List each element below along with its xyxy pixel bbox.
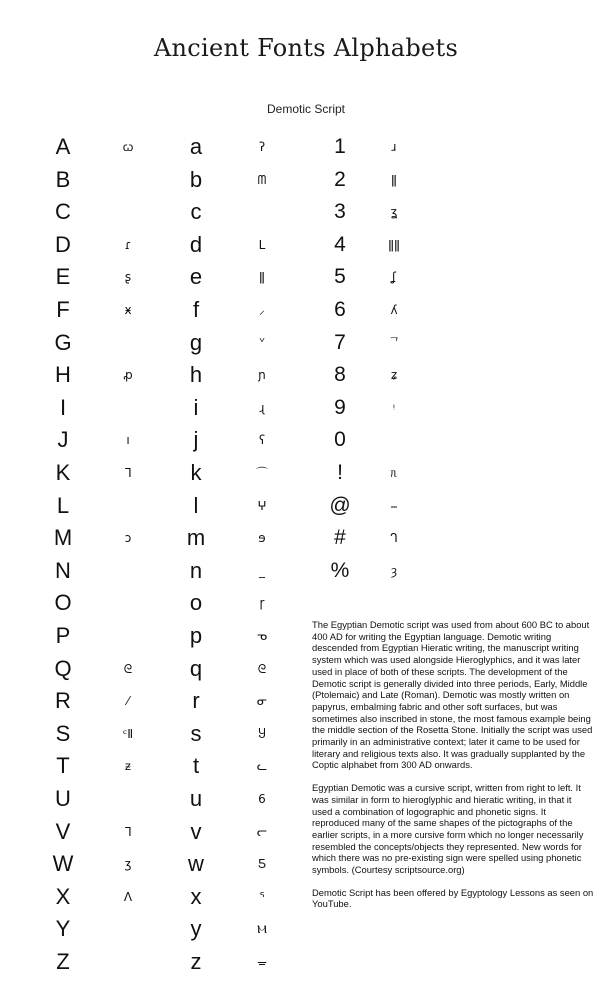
numeral-demotic-glyph-3: ǁǁ <box>388 237 400 252</box>
numeral-char-3: 4 <box>334 232 346 256</box>
lowercase-demotic-glyph-10: ⌒ <box>255 466 268 480</box>
numeral-char-4: 5 <box>334 265 346 289</box>
uppercase-char-16: Q <box>54 655 72 681</box>
numeral-demotic-glyph-0: ɹ <box>391 140 397 154</box>
lowercase-demotic-glyph-9: ʕ <box>258 433 266 448</box>
numeral-char-0: 1 <box>334 135 346 158</box>
uppercase-demotic-glyph-18: ᶜⅡ <box>122 726 134 741</box>
uppercase-char-14: O <box>54 590 72 616</box>
numeral-demotic-glyph-7: ʑ <box>390 368 398 383</box>
numeral-demotic-glyph-13: ȝ <box>390 563 398 578</box>
lowercase-char-3: d <box>189 231 203 257</box>
lowercase-demotic-glyph-5: ⸝ <box>258 303 265 317</box>
numeral-demotic-glyph-4: ʆ <box>391 270 397 285</box>
numeral-demotic-glyph-10: ᥰ <box>390 466 398 480</box>
lowercase-char-4: e <box>189 264 203 290</box>
uppercase-char-19: T <box>56 753 70 779</box>
uppercase-demotic-glyph-21: ᒣ <box>124 824 132 839</box>
description-paragraph-3: Demotic Script has been offered by Egyptology Lessons as seen on YouTube. <box>312 886 594 910</box>
lowercase-demotic-glyph-23: ᕐ <box>259 889 265 904</box>
numeral-char-9: 0 <box>334 428 346 452</box>
lowercase-demotic-glyph-12: ɘ <box>258 531 266 546</box>
lowercase-char-19: t <box>192 753 200 779</box>
uppercase-char-3: D <box>55 231 71 257</box>
lowercase-demotic-glyph-0: ʔ <box>258 140 266 154</box>
uppercase-demotic-glyph-16: ᘓ <box>123 661 133 676</box>
uppercase-demotic-glyph-9: ı <box>126 433 130 448</box>
lowercase-demotic-glyph-8: ɻ <box>259 400 265 415</box>
lowercase-char-18: s <box>190 720 202 746</box>
lowercase-char-24: y <box>190 916 202 942</box>
lowercase-demotic-glyph-16: ᘓ <box>257 661 267 676</box>
uppercase-demotic-glyph-4: ʂ <box>124 270 132 285</box>
uppercase-char-20: U <box>55 786 71 811</box>
lowercase-demotic-glyph-17: ᓂ <box>256 694 268 709</box>
uppercase-char-7: H <box>55 362 71 388</box>
lowercase-demotic-glyph-3: ᒪ <box>258 237 266 252</box>
lowercase-char-10: k <box>190 460 202 485</box>
uppercase-char-4: E <box>55 264 71 290</box>
uppercase-char-13: N <box>55 557 71 583</box>
numeral-demotic-glyph-1: ǁ <box>391 172 397 187</box>
lowercase-char-6: g <box>189 329 203 355</box>
uppercase-char-24: Y <box>55 916 71 942</box>
lowercase-demotic-glyph-11: ⵖ <box>257 498 267 513</box>
uppercase-char-8: I <box>59 394 67 420</box>
uppercase-demotic-glyph-10: ᒣ <box>124 466 132 480</box>
numeral-demotic-glyph-5: ʎ <box>390 303 398 317</box>
lowercase-char-7: h <box>189 362 203 388</box>
uppercase-char-23: X <box>55 883 71 909</box>
uppercase-char-9: J <box>57 427 69 453</box>
uppercase-char-6: G <box>54 329 72 355</box>
numeral-char-7: 8 <box>334 363 346 387</box>
numeral-demotic-glyph-2: ʓ <box>390 205 398 220</box>
numeral-char-6: 7 <box>334 330 346 354</box>
uppercase-demotic-glyph-5: ӿ <box>124 303 132 317</box>
uppercase-demotic-glyph-23: ᐱ <box>123 889 133 904</box>
uppercase-char-10: K <box>55 460 71 485</box>
uppercase-char-15: P <box>55 623 71 648</box>
lowercase-demotic-glyph-15: ᓀ <box>256 629 268 643</box>
lowercase-demotic-glyph-25: ᚚ <box>257 955 267 969</box>
lowercase-demotic-glyph-14: ɼ <box>259 596 265 611</box>
lowercase-demotic-glyph-22: Ƽ <box>258 857 266 872</box>
uppercase-char-12: M <box>53 525 73 551</box>
numeral-char-8: 9 <box>334 395 346 419</box>
lowercase-demotic-glyph-7: ɲ <box>258 368 266 383</box>
lowercase-demotic-glyph-6: ᘁ <box>258 335 266 350</box>
uppercase-char-17: R <box>55 688 71 714</box>
lowercase-char-14: o <box>189 590 203 616</box>
lowercase-char-9: j <box>193 427 199 453</box>
lowercase-demotic-glyph-20: 6 <box>258 792 266 806</box>
lowercase-demotic-glyph-19: ᓚ <box>256 759 268 774</box>
lowercase-char-1: b <box>189 166 203 192</box>
numeral-char-2: 3 <box>334 200 346 224</box>
uppercase-demotic-glyph-0: ꞷ <box>122 140 134 154</box>
lowercase-char-2: c <box>190 199 202 225</box>
uppercase-demotic-glyph-17: ⁄ <box>126 694 129 709</box>
numeral-char-13: % <box>330 558 350 582</box>
lowercase-char-22: w <box>188 851 204 877</box>
lowercase-demotic-glyph-1: ᗰ <box>257 172 267 187</box>
lowercase-char-25: z <box>190 949 202 974</box>
page-title: Ancient Fonts Alphabets <box>153 34 459 62</box>
numeral-demotic-glyph-11: ⎯ <box>390 498 397 513</box>
lowercase-char-12: m <box>186 525 206 551</box>
uppercase-char-25: Z <box>56 949 70 974</box>
numeral-char-1: 2 <box>334 167 346 191</box>
lowercase-char-15: p <box>189 623 203 648</box>
uppercase-char-21: V <box>55 818 71 844</box>
lowercase-demotic-glyph-13: _ <box>259 563 265 578</box>
numeral-char-11: @ <box>329 493 351 517</box>
uppercase-char-1: B <box>55 166 71 192</box>
lowercase-char-17: r <box>192 688 200 714</box>
numeral-char-5: 6 <box>334 298 346 321</box>
uppercase-char-2: C <box>55 199 71 225</box>
lowercase-char-8: i <box>193 394 199 420</box>
uppercase-demotic-glyph-19: ᵶ <box>125 759 131 774</box>
lowercase-char-23: x <box>190 883 202 909</box>
lowercase-demotic-glyph-24: Ⲙ <box>257 922 267 937</box>
uppercase-char-0: A <box>55 134 71 159</box>
subtitle: Demotic Script <box>266 102 346 116</box>
uppercase-demotic-glyph-3: ɾ <box>124 237 132 252</box>
description-paragraph-2: Egyptian Demotic was a cursive script, written from right to left. It was similar in form to hieroglyphic and hieratic writing, in that it used a combination of logographic and phonetic signs. It reproduced many of the same shapes of the pictographs of the earlier scripts, in a more cursive form which no longer necessarily resembled the concepts/objects they represented. New words for which there was no pre-existing sign were spelled using phonetic symbols. (Courtesy scriptsource.org) <box>312 782 584 876</box>
numeral-char-10: ! <box>337 461 343 484</box>
uppercase-demotic-glyph-22: ʒ <box>124 857 132 872</box>
lowercase-char-13: n <box>189 557 203 583</box>
description-paragraph-1: The Egyptian Demotic script was used from about 600 BC to about 400 AD for writing the Egyptian language. Demotic writing descended from Egyptian Hieratic writing, the manuscript writing system which was used alongside Hieroglyphics, and it was later used in place of both of these scripts. The development of the Demotic script is generally divided into three periods, Early, Middle (Ptolemaic) and Late (Roman). Demotic was mostly written on papyrus, embalming fabric and other soft surfaces, but was sometimes also inscribed in stone, the most famous example being the middle section of the Rosetta Stone. Initially the script was used primarily in an administrative context; later it came to be used for literary and religious texts also. It was gradually supplanted by the Coptic alphabet from 300 AD onwards. <box>312 619 593 771</box>
numeral-demotic-glyph-12: ᒉ <box>390 531 398 546</box>
numeral-demotic-glyph-8: ᵎ <box>392 400 396 415</box>
lowercase-demotic-glyph-18: Ⴘ <box>258 726 266 741</box>
uppercase-char-22: W <box>52 851 74 877</box>
uppercase-demotic-glyph-12: ɔ <box>124 531 132 546</box>
lowercase-char-21: v <box>190 818 202 844</box>
description-text <box>312 619 594 921</box>
lowercase-char-0: a <box>189 134 203 159</box>
lowercase-char-11: l <box>193 492 199 518</box>
uppercase-demotic-glyph-7: ꝓ <box>123 368 133 383</box>
lowercase-demotic-glyph-21: ᓕ <box>256 824 268 839</box>
uppercase-char-5: F <box>56 297 70 322</box>
lowercase-char-20: u <box>189 786 203 811</box>
numeral-demotic-glyph-6: ᄀ <box>388 335 400 350</box>
lowercase-demotic-glyph-4: ǁ <box>259 270 265 285</box>
uppercase-char-11: L <box>56 492 70 518</box>
numeral-char-12: # <box>334 526 346 550</box>
lowercase-char-16: q <box>189 655 203 681</box>
lowercase-char-5: f <box>192 297 200 322</box>
uppercase-char-18: S <box>55 720 71 746</box>
